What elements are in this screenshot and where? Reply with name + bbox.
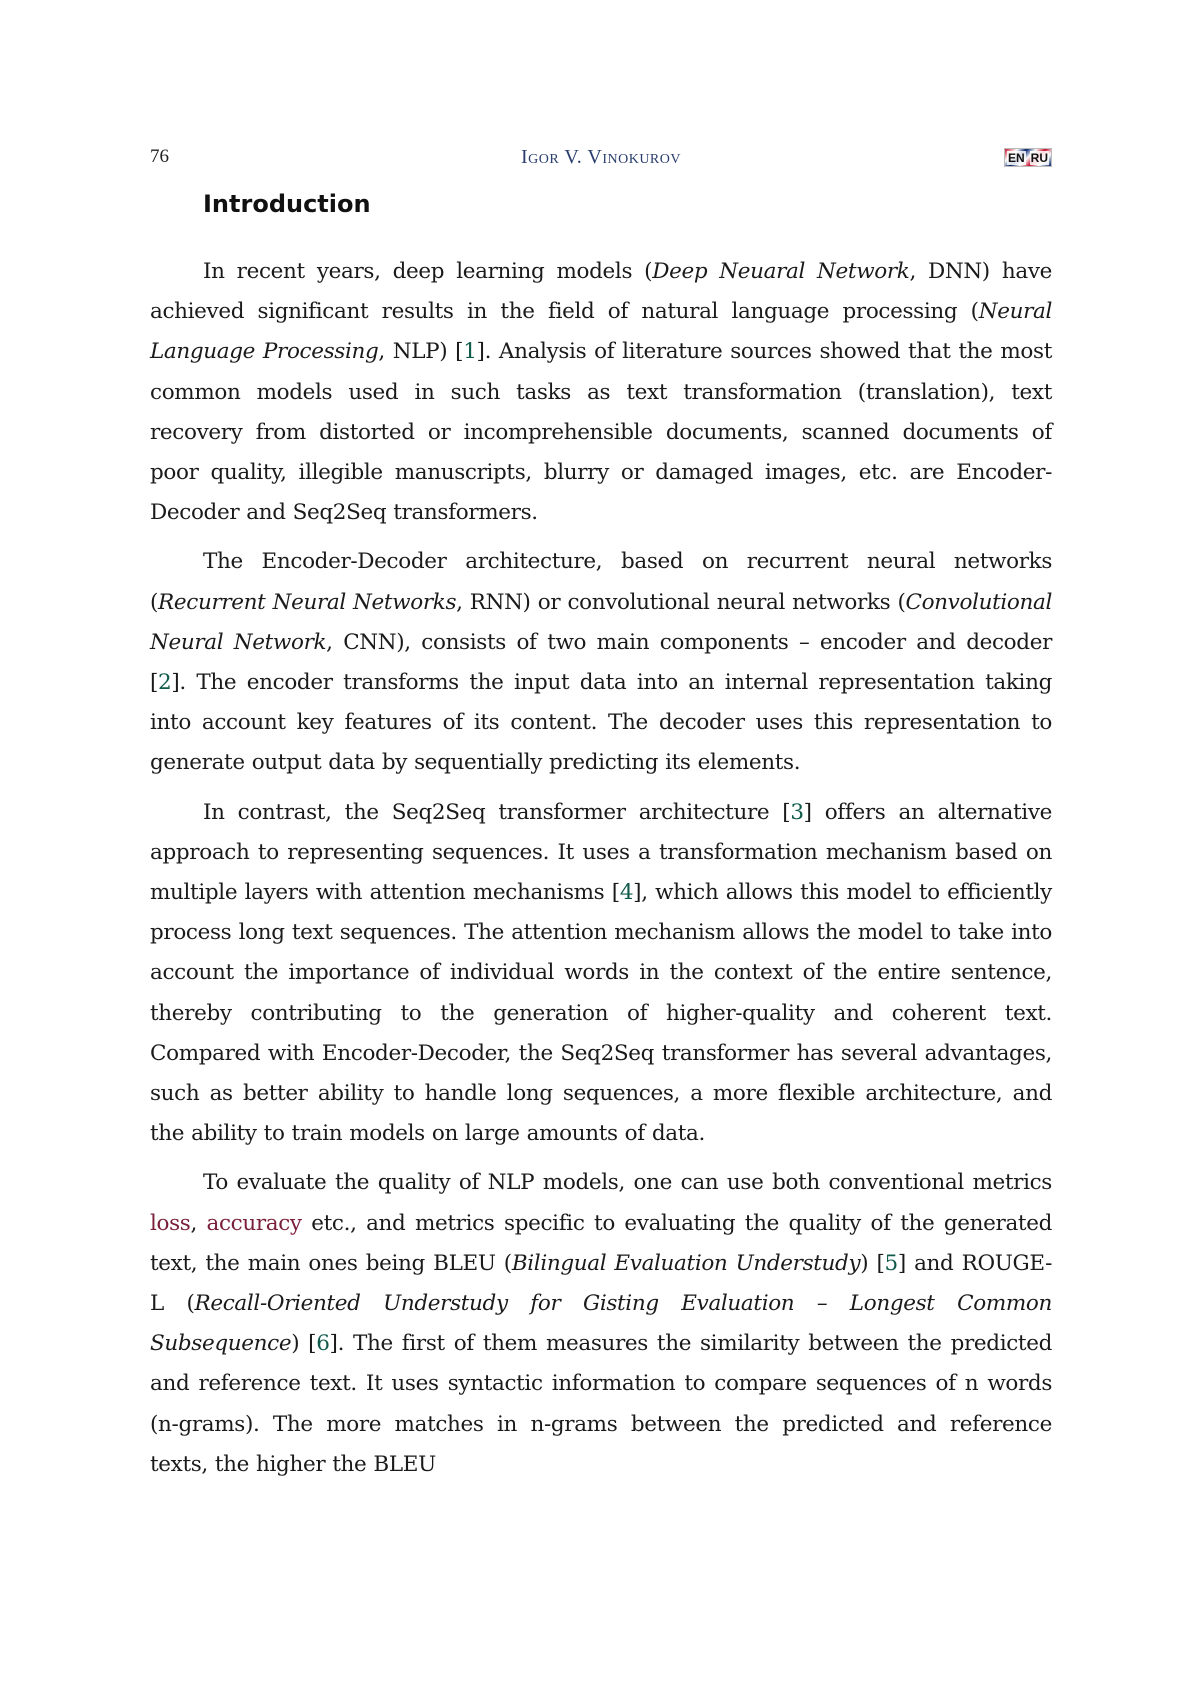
text-run: ) [ <box>860 1250 885 1276</box>
italic-term: Recall-Oriented Understudy for Gisting Evaluation – Longest Common Subsequence <box>150 1291 1052 1357</box>
citation-link-1[interactable]: 1 <box>463 339 477 365</box>
loss-link[interactable]: loss <box>150 1210 191 1236</box>
text-run: , RNN) or convolutional neural networks ( <box>456 589 906 615</box>
page-header <box>150 146 1052 168</box>
citation-link-6[interactable]: 6 <box>316 1331 330 1357</box>
text-run: , DNN) have achieved significant results in the field of natural language processing ( <box>150 259 1052 325</box>
text-run: ) [ <box>291 1331 317 1357</box>
text-run: ] and ROUGE-L ( <box>150 1250 1052 1317</box>
text-run: etc., and metrics specific to evaluating the quality of the generated text, the main ones being BLEU ( <box>150 1210 1052 1276</box>
lang-ru-label[interactable]: RU <box>1030 150 1048 165</box>
citation-link-5[interactable]: 5 <box>884 1250 898 1276</box>
accuracy-link[interactable]: accuracy <box>206 1210 302 1236</box>
section-title: Introduction <box>203 190 371 218</box>
paragraph-3 <box>150 793 1052 1155</box>
text-run: The Encoder-Decoder architecture, based on recurrent neural networks ( <box>150 549 1052 615</box>
running-head-author: Igor V. Vinokurov <box>521 146 681 168</box>
text-run: , CNN), consists of two main components – encoder and decoder [ <box>150 629 1052 696</box>
text-run: To evaluate the quality of NLP models, one can use both conventional metrics <box>203 1170 1052 1196</box>
page-number: 76 <box>150 146 169 167</box>
italic-term: Recurrent Neural Networks <box>158 589 457 615</box>
text-run: ] offers an alternative approach to representing sequences. It uses a transformation mechanism based on multiple layers with attention mechanisms [ <box>150 799 1052 906</box>
body-text <box>150 252 1052 1494</box>
text-run: ]. Analysis of literature sources showed that the most common models used in such tasks as text transformation (translation), text recovery from distorted or incomprehensible documents, scanned documents of poor quality, illegible manuscripts, blurry or damaged images, etc. are Encoder-Decoder and Seq2Seq transformers. <box>150 339 1052 526</box>
paragraph-1 <box>150 252 1052 533</box>
text-run: ], which allows this model to efficiently process long text sequences. The attention mechanism allows the model to take into account the importance of individual words in the context of the entire sentence, thereby contributing to the generation of higher-quality and coherent text. Compared with Encoder-Decoder, the Seq2Seq transformer has several advantages, such as better ability to handle long sequences, a more flexible architecture, and the ability to train models on large amounts of data. <box>150 880 1052 1147</box>
paragraph-4 <box>150 1163 1052 1485</box>
citation-link-3[interactable]: 3 <box>790 799 804 825</box>
text-run: , NLP) [ <box>378 339 464 365</box>
paragraph-2 <box>150 542 1052 783</box>
citation-link-4[interactable]: 4 <box>619 880 634 906</box>
italic-term: Deep Neuaral Network <box>652 259 910 284</box>
text-run: , <box>190 1210 207 1236</box>
lang-en-label[interactable]: EN <box>1008 150 1025 165</box>
text-run: ]. The encoder transforms the input data into an internal representation taking into account key features of its content. The decoder uses this representation to generate output data by sequentially predicting its elements. <box>150 670 1052 776</box>
italic-term: Bilingual Evaluation Understudy <box>511 1250 861 1276</box>
text-run: In contrast, the Seq2Seq transformer architecture [ <box>203 799 791 825</box>
text-run: In recent years, deep learning models ( <box>203 259 653 284</box>
citation-link-2[interactable]: 2 <box>158 670 172 696</box>
text-run: ]. The first of them measures the similarity between the predicted and reference text. It uses syntactic information to compare sequences of n words (n-grams). The more matches in n-grams between the predicted and reference texts, the higher the BLEU <box>150 1331 1052 1477</box>
italic-term: Neural Language Processing <box>150 299 1052 365</box>
italic-term: Convolutional Neural Network <box>150 589 1052 655</box>
en-ru-flag-icon[interactable] <box>1004 148 1052 167</box>
